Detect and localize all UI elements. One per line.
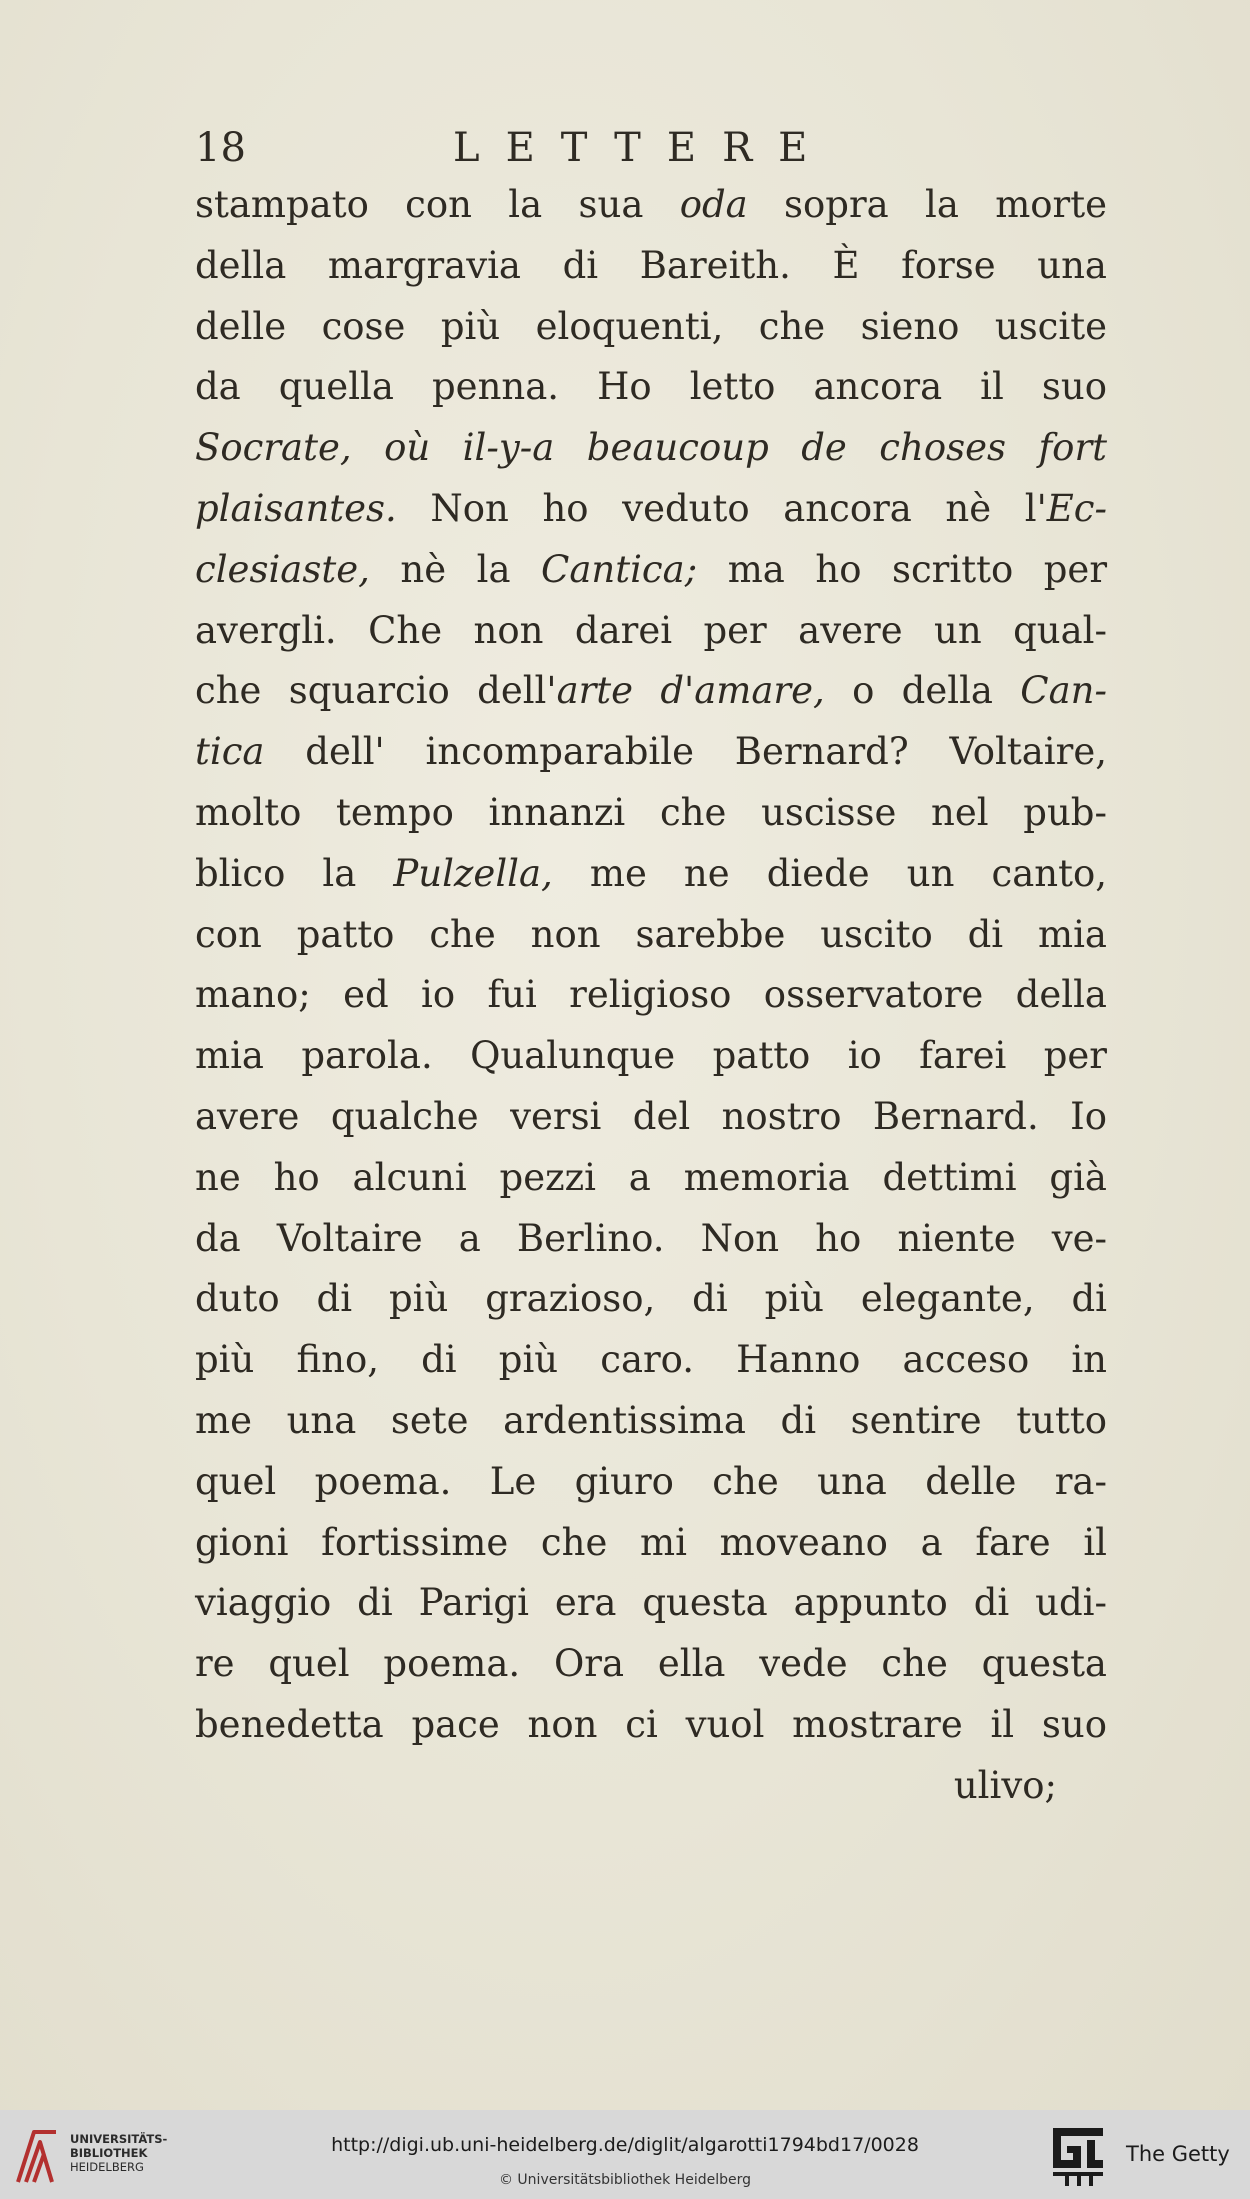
text-line: mano; ed io fui religioso osservatore della	[195, 973, 1107, 1017]
text-line: più fino, di più caro. Hanno acceso in	[195, 1338, 1107, 1382]
running-title: LETTERE	[453, 125, 834, 171]
text-line: avergli. Che non darei per avere un qual-	[195, 608, 1107, 652]
text-line: quel poema. Le giuro che una delle ra-	[195, 1459, 1107, 1503]
italic-text: oda	[679, 183, 748, 226]
italic-text: Can-	[1020, 669, 1107, 713]
text-line: da quella penna. Ho letto ancora il suo	[195, 365, 1107, 409]
text-line: con patto che non sarebbe uscito di mia	[195, 912, 1107, 956]
italic-text: tica	[195, 730, 265, 774]
text-line: mia parola. Qualunque patto io farei per	[195, 1034, 1107, 1078]
footer-bar	[0, 2110, 1250, 2199]
text-line: gioni fortissime che mi moveano a fare il	[195, 1520, 1107, 1564]
text-line: che squarcio dell'arte d'amare, o della Can-	[195, 669, 1107, 713]
text-line: stampato con la sua oda sopra la morte	[195, 183, 1108, 226]
text-line: molto tempo innanzi che uscisse nel pub-	[195, 790, 1107, 834]
page-number: 18	[195, 125, 246, 171]
text-line: re quel poema. Ora ella vede che questa	[195, 1642, 1107, 1686]
italic-text: Cantica;	[541, 547, 698, 591]
text-line: ne ho alcuni pezzi a memoria dettimi già	[195, 1155, 1107, 1199]
italic-text: clesiaste,	[195, 547, 370, 591]
text-line: plaisantes. Non ho veduto ancora nè l'Ec-	[195, 486, 1107, 530]
catchword: ulivo;	[953, 1763, 1057, 1807]
text-line	[195, 418, 1107, 479]
italic-text: Ec-	[1046, 486, 1107, 530]
italic-text: Socrate, où il-y-a beaucoup de choses fort	[195, 426, 1107, 470]
text-line: blico la Pulzella, me ne diede un canto,	[195, 851, 1108, 895]
text-line: benedetta pace non ci vuol mostrare il suo	[195, 1702, 1107, 1746]
partner-name: The Getty	[1126, 2142, 1230, 2166]
institution-name-line: UNIVERSITÄTS-	[70, 2132, 168, 2146]
text-line: clesiaste, nè la Cantica; ma ho scritto per	[195, 547, 1108, 591]
institution-name-line: BIBLIOTHEK	[70, 2146, 148, 2160]
getty-logo-icon	[1051, 2126, 1105, 2186]
text-line: della margravia di Bareith. È forse una	[195, 243, 1107, 287]
text-line: tica dell' incomparabile Bernard? Voltaire,	[195, 730, 1107, 774]
text-line: me una sete ardentissima di sentire tutto	[195, 1398, 1107, 1442]
italic-text: arte d'amare,	[556, 669, 825, 713]
text-line: viaggio di Parigi era questa appunto di udi-	[195, 1581, 1107, 1625]
text-line: da Voltaire a Berlino. Non ho niente ve-	[195, 1216, 1107, 1260]
institution-name-line: HEIDELBERG	[70, 2160, 144, 2174]
body-text	[195, 175, 1107, 1817]
italic-text: Pulzella,	[393, 851, 553, 895]
italic-text: plaisantes.	[195, 486, 397, 530]
text-line: avere qualche versi del nostro Bernard. Io	[195, 1094, 1107, 1138]
text-line: delle cose più eloquenti, che sieno uscite	[195, 304, 1107, 348]
running-head	[195, 122, 1115, 174]
copyright-notice: © Universitätsbibliothek Heidelberg	[498, 2172, 751, 2188]
text-line: duto di più grazioso, di più elegante, di	[195, 1277, 1107, 1321]
permalink-url[interactable]: http://digi.ub.uni-heidelberg.de/diglit/algarotti1794bd17/0028	[331, 2134, 919, 2156]
